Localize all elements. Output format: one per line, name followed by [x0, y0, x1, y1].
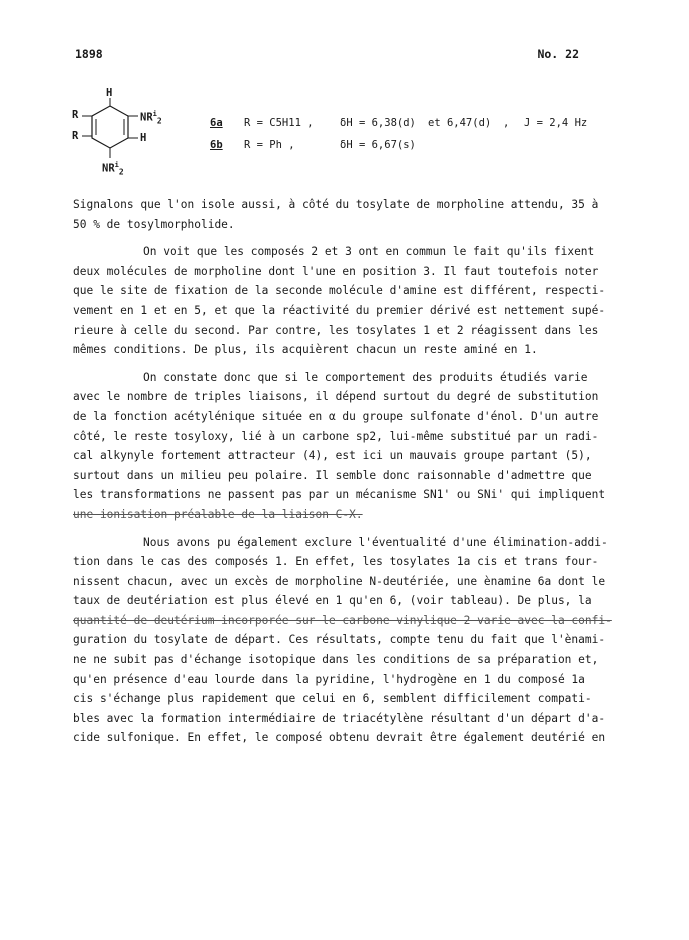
compound-row-6b: 6b R = Ph , δH = 6,67(s) — [210, 139, 416, 151]
issue-number: No. 22 — [537, 47, 579, 61]
page-number: 1898 — [75, 47, 103, 61]
paragraph-2: On voit que les composés 2 et 3 ont en commun le fait qu'ils fixent deux molécules de morpholine dont l'une en position 3. Il faut toutefois noter que le site de fixation de la seconde molécule d'amine est différent, respecti- vement en 1 et en 5, et que la réactivité du premier dérivé est nettement supé- rieure à celle du second. Par contre, les tosylates 1 et 2 réagissent dans les mêmes conditions. De plus, ils acquièrent chacun un reste aminé en 1. — [73, 245, 606, 357]
chemical-structure — [70, 88, 180, 188]
paragraph-3: On constate donc que si le comportement des produits étudiés varie avec le nombre de triples liaisons, il dépend surtout du degré de substitution de la fonction acétylénique située en α du groupe sulfonate d'énol. D'un autre côté, le reste tosyloxy, lié à un carbone sp2, lui-même substitué par un radi- cal alkynyle fortement attracteur (4), est ici un mauvais groupe partant (5), surtout dans un milieu peu polaire. Il semble donc raisonnable d'admettre que les transformations ne passent pas par un mécanisme SN1' ou SNi' qui impliquent une ionisation préalable de la liaison C-X. — [73, 370, 606, 521]
left-r1: R — [72, 109, 79, 121]
paragraph-4: Nous avons pu également exclure l'éventualité d'une élimination-addi- tion dans le cas des composés 1. En effet, les tosylates 1a cis et trans four- nissent chacun, avec un excès de morpholine N-deutériée, une ènamine 6a dont le taux de deutériation est plus élevé en 1 qu'en 6, (voir tableau). De plus, la quantité de deutérium incorporée sur le carbone vinylique 2 varie avec la confi- guration du tosylate de départ. Ces résultats, compte tenu du fait que l'ènami- ne ne subit pas d'échange isotopique dans les conditions de sa préparation et, qu'en présence d'eau lourde dans la pyridine, l'hydrogène en 1 du composé 1a cis s'échange plus rapidement que celui en 6, semblent difficilement compati- bles avec la formation intermédiaire de triacétylène résultant d'un départ d'a- cide sulfonique. En effet, le composé obtenu devrait être également deutérié en — [73, 535, 612, 745]
right-amine: $NR^i_2$ — [140, 110, 162, 126]
left-r2: R — [72, 130, 79, 142]
compound-row-6a: 6a R = C5H11 , δH = 6,38(d) et 6,47(d) , J = 2,4 Hz — [210, 117, 588, 129]
article-body — [73, 195, 623, 748]
paragraph-1: Signalons que l'on isole aussi, à côté du tosylate de morpholine attendu, 35 à 50 % de tosylmorpholide. — [73, 198, 599, 231]
right-h: H — [140, 132, 147, 144]
top-substituent: H — [106, 87, 113, 99]
benzene-ring-icon — [70, 88, 180, 188]
bottom-amine: $NR^i_2$ — [102, 161, 124, 177]
